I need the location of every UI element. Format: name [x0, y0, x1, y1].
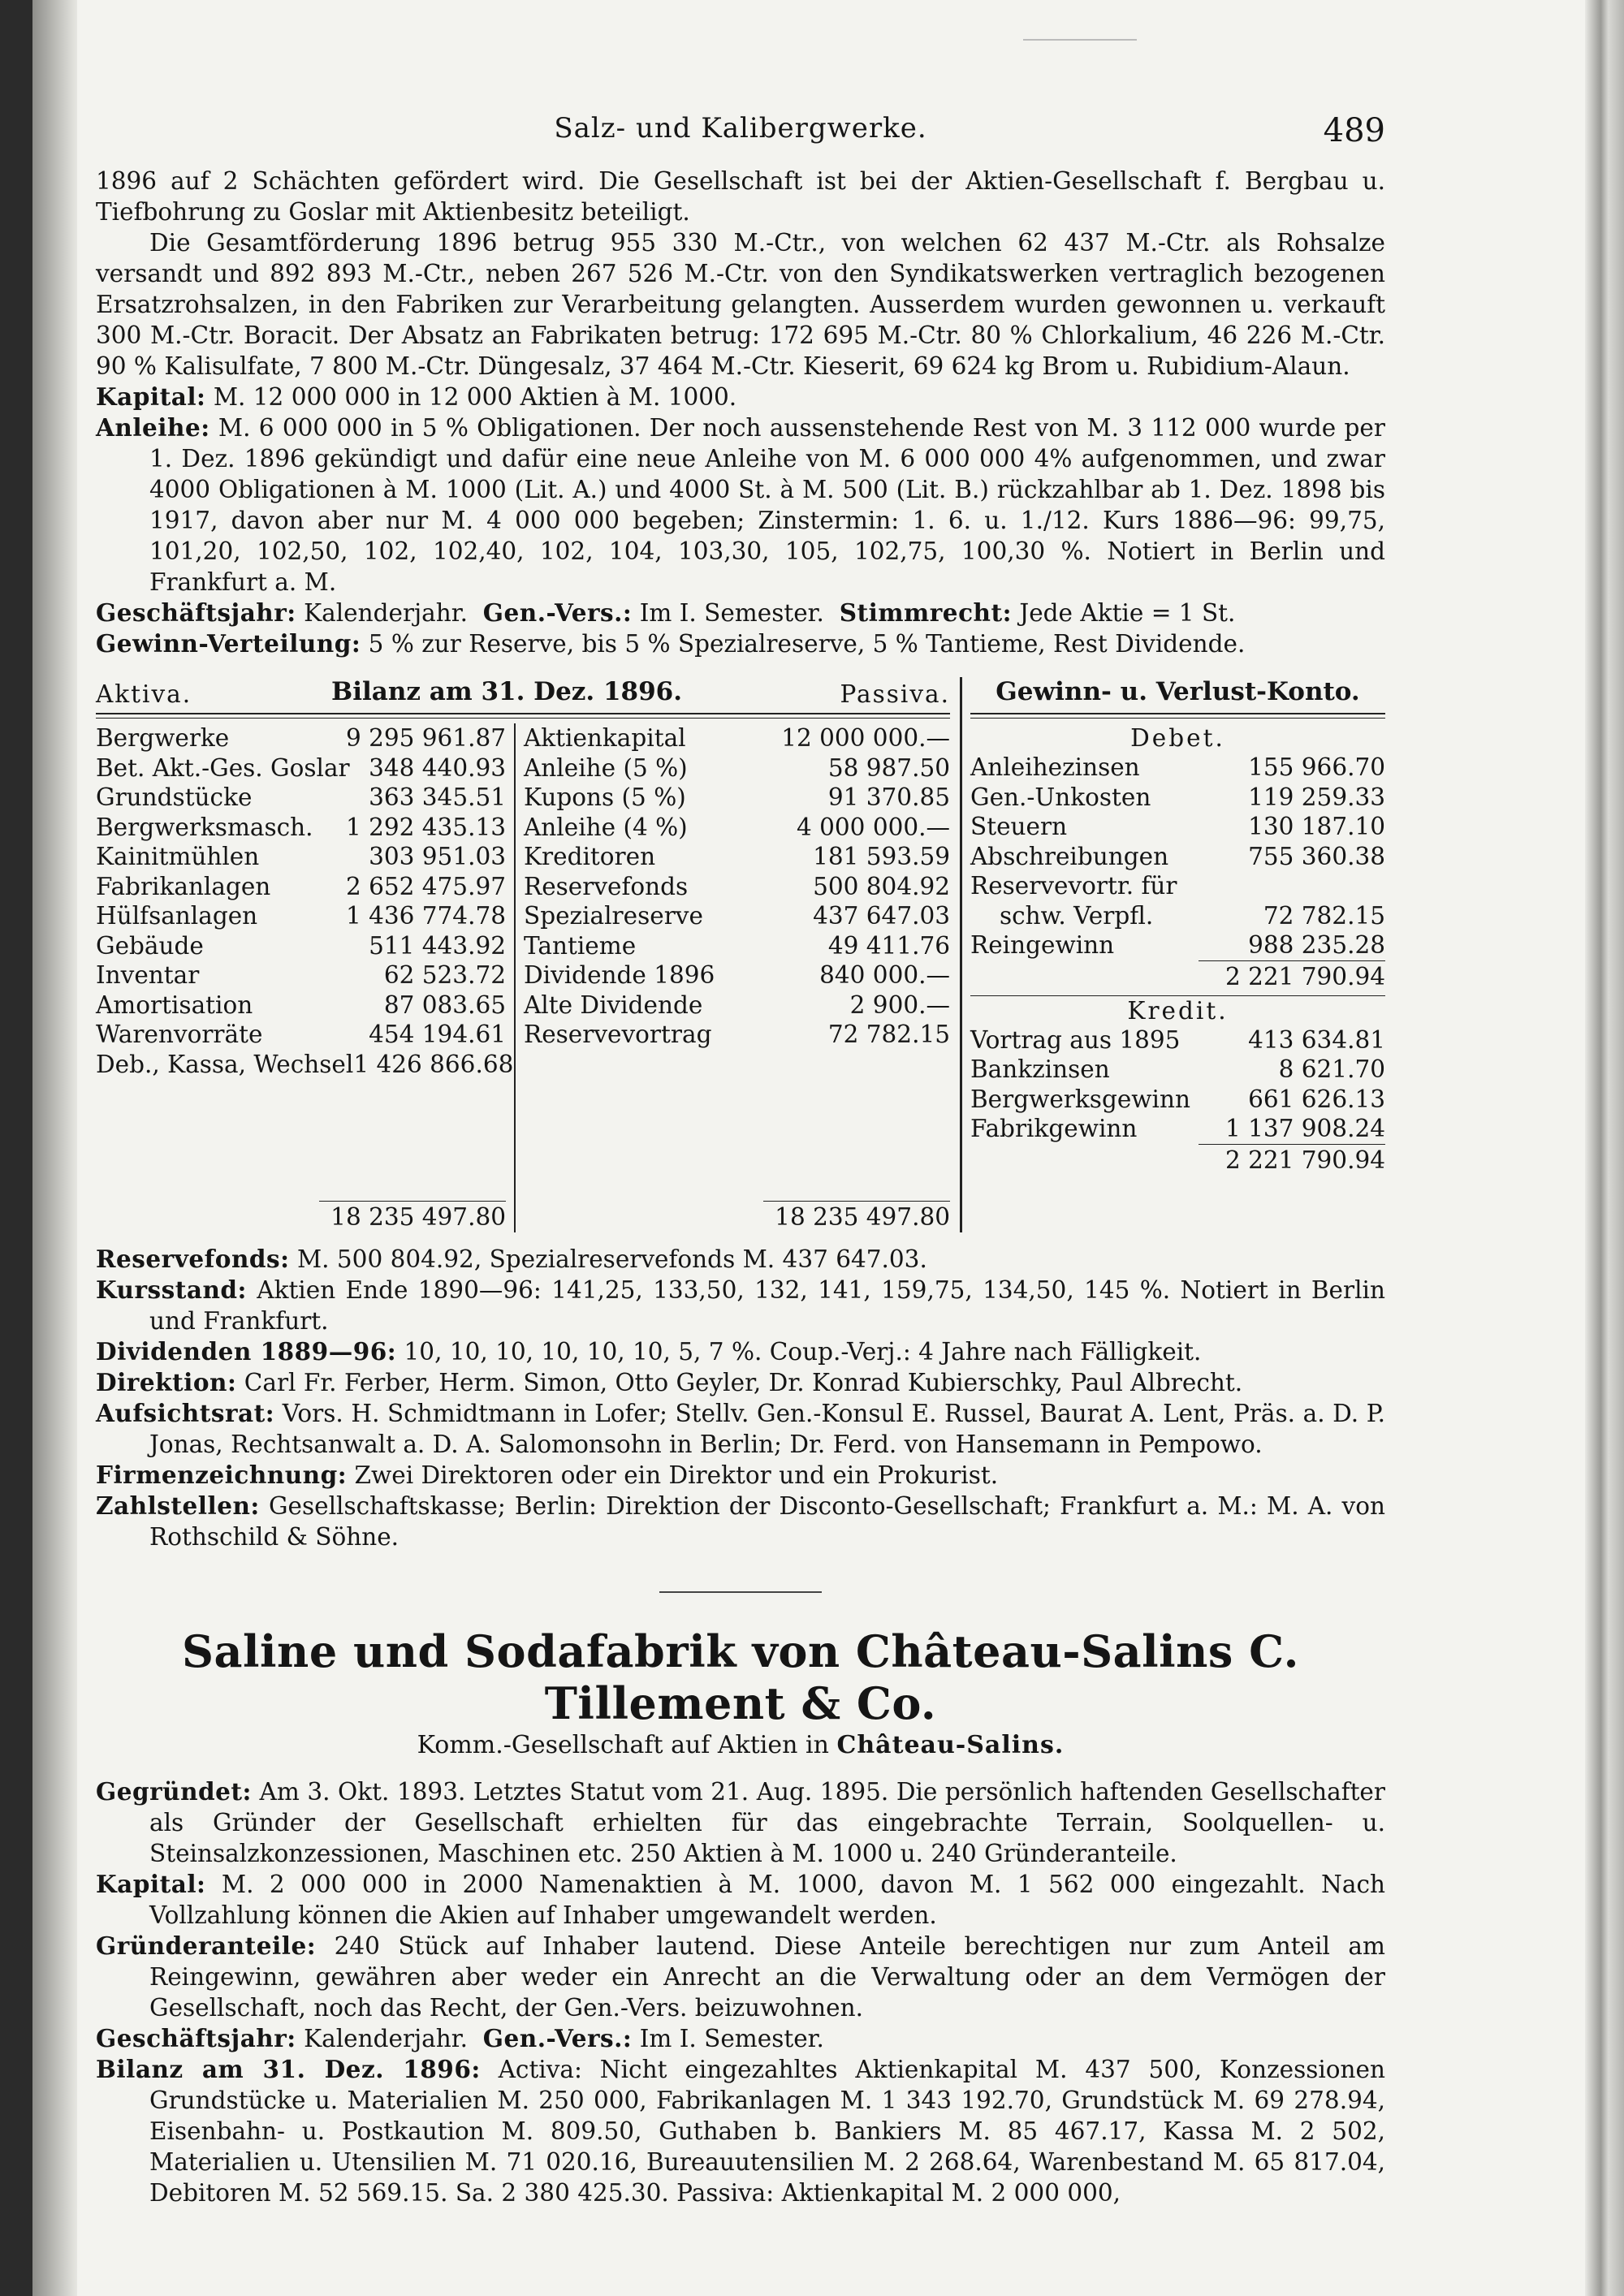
aktiva-column — [96, 723, 516, 1232]
table-row — [96, 990, 506, 1021]
kredit-label: Kredit. — [1127, 996, 1229, 1025]
row-name: Bergwerksgewinn — [970, 1085, 1190, 1113]
table-row — [524, 1020, 950, 1050]
row-name: Reingewinn — [970, 931, 1115, 959]
label-gewinn-verteilung: Gewinn-Verteilung: — [96, 629, 361, 658]
para-gruenderanteile — [96, 1931, 1385, 2023]
row-value: 755 360.38 — [1248, 842, 1385, 870]
section-kaliwerke — [96, 166, 1385, 659]
table-row — [970, 1114, 1385, 1144]
table-row — [970, 901, 1385, 931]
row-name: Reservevortrag — [524, 1021, 712, 1048]
text-geschaeftsjahr: Kalenderjahr. — [304, 599, 469, 627]
para-intro: 1896 auf 2 Schächten gefördert wird. Die Gesellschaft ist bei der Aktien-Gesellschaft f. Bergbau u. Tiefbohrung zu Goslar mit Aktienbesitz beteiligt. — [96, 167, 1385, 226]
label-gruenderanteile: Gründeranteile: — [96, 1931, 317, 1960]
table-row — [970, 753, 1385, 783]
label-dividenden: Dividenden 1889—96: — [96, 1337, 397, 1366]
row-value: 303 951.03 — [369, 843, 506, 870]
row-value: 181 593.59 — [813, 843, 950, 870]
row-value: 500 804.92 — [813, 872, 950, 900]
row-value: 72 782.15 — [827, 1021, 950, 1048]
row-name: Anleihe (4 %) — [524, 813, 688, 841]
row-value: 72 782.15 — [1263, 901, 1385, 930]
company-heading: Saline und Sodafabrik von Château-Salins C. Tillement & Co. — [182, 1625, 1299, 1729]
row-name: Dividende 1896 — [524, 961, 715, 989]
aktiva-blank-space — [96, 1079, 506, 1201]
row-value: 49 411.76 — [827, 931, 950, 960]
text-aufsichtsrat: Vors. H. Schmidtmann in Lofer; Stellv. Gen.-Konsul E. Russel, Baurat A. Lent, Präs. a. D. P. Jonas, Rechtsanwalt a. D. A. Salomonsohn in Berlin; Dr. Ferd. von Hansemann in Pempowo. — [149, 1400, 1385, 1458]
row-value: 2 652 475.97 — [345, 872, 506, 900]
para-kapital — [96, 382, 1385, 412]
para-foerderung: Die Gesamtförderung 1896 betrug 955 330 M.-Ctr., von welchen 62 437 M.-Ctr. als Rohsalze versandt und 892 893 M.-Ctr., neben 267 526 M.-Ctr. von den Syndikatswerken vertraglich bezogenen Ersatzrohsalzen, in den Fabriken zur Verarbeitung gelangten. Ausserdem wurden gewonnen u. verkauft 300 M.-Ctr. Boracit. Der Absatz an Fabrikaten betrug: 172 695 M.-Ctr. 80 % Chlorkalium, 46 226 M.-Ctr. 90 % Kalisulfate, 7 800 M.-Ctr. Düngesalz, 37 464 M.-Ctr. Kieserit, 69 624 kg Brom u. Rubidium-Alaun. — [96, 229, 1385, 380]
row-value: 12 000 000.— — [781, 724, 950, 752]
row-name: Spezialreserve — [524, 902, 703, 930]
text-stimmrecht: Jede Aktie = 1 St. — [1019, 599, 1236, 627]
company-subheading — [96, 1729, 1385, 1762]
table-row — [970, 812, 1385, 842]
row-value: 1 436 774.78 — [345, 902, 506, 930]
row-name: Reservefonds — [524, 872, 689, 900]
para-gewinn-verteilung — [96, 628, 1385, 659]
table-row — [524, 901, 950, 931]
table-row — [96, 842, 506, 872]
bilanz-header-rule — [96, 713, 950, 719]
debet-total: 2 221 790.94 — [1199, 960, 1385, 992]
row-value: 1 292 435.13 — [345, 813, 506, 841]
subheading-text: Komm.-Gesellschaft auf Aktien in — [417, 1731, 829, 1759]
scan-gutter-shadow — [32, 0, 77, 2296]
table-row — [96, 960, 506, 990]
label-aufsichtsrat: Aufsichtsrat: — [96, 1399, 275, 1427]
row-value: 988 235.28 — [1248, 931, 1385, 959]
row-name: Bergwerksmasch. — [96, 813, 313, 841]
row-name: Kreditoren — [524, 843, 656, 870]
label-geschaeftsjahr-2: Geschäftsjahr: — [96, 2024, 296, 2052]
table-row — [96, 783, 506, 813]
table-row — [96, 813, 506, 843]
row-name: Gebäude — [96, 931, 204, 960]
para-geschaeftsjahr-2 — [96, 2023, 1385, 2054]
passiva-blank-space — [524, 1050, 950, 1202]
aktiva-label: Aktiva. — [96, 680, 192, 708]
text-gen-vers-2: Im I. Semester. — [639, 2025, 824, 2052]
label-bilanz-2: Bilanz am 31. Dez. 1896: — [96, 2055, 481, 2083]
row-value: 91 370.85 — [827, 783, 950, 811]
text-kapital-2: M. 2 000 000 in 2000 Namenaktien à M. 1000, davon M. 1 562 000 eingezahlt. Nach Vollzahlung können die Akien auf Inhaber umgewandelt werden. — [149, 1871, 1385, 1929]
passiva-total-row — [524, 1201, 950, 1232]
bilanz-columns — [96, 723, 950, 1232]
para-bilanz-2 — [96, 2054, 1385, 2208]
row-name: Deb., Kassa, Wechsel — [96, 1050, 354, 1078]
text-reservefonds: M. 500 804.92, Spezialreservefonds M. 437 647.03. — [296, 1245, 927, 1273]
row-value: 437 647.03 — [813, 902, 950, 930]
aktiva-total: 18 235 497.80 — [319, 1201, 506, 1232]
row-name: Bet. Akt.-Ges. Goslar — [96, 753, 350, 782]
passiva-label: Passiva. — [840, 680, 950, 708]
row-name: Fabrikgewinn — [970, 1115, 1138, 1142]
label-reservefonds: Reservefonds: — [96, 1245, 290, 1273]
bilanz-title: Bilanz am 31. Dez. 1896. — [331, 677, 683, 706]
table-row — [970, 1025, 1385, 1055]
row-name: Reservevortr. für — [970, 872, 1177, 900]
text-bilanz-2: Activa: Nicht eingezahltes Aktienkapital M. 437 500, Konzessionen Grundstücke u. Materialien M. 250 000, Fabrikanlagen M. 1 343 192.70, Grundstück M. 69 278.94, Eisenbahn- u. Postkaution M. 809.50, Guthaben b. Bankiers M. 85 467.17, Kassa M. 2 502, Materialien u. Utensilien M. 71 020.16, Bureauutensilien M. 2 268.64, Warenbestand M. 65 817.04, Debitoren M. 52 569.15. Sa. 2 380 425.30. Passiva: Aktienkapital M. 2 000 000, — [149, 2056, 1385, 2207]
row-value: 155 966.70 — [1248, 753, 1385, 781]
row-name: Tantieme — [524, 931, 637, 960]
row-value: 1 137 908.24 — [1224, 1115, 1385, 1142]
row-name: Vortrag aus 1895 — [970, 1025, 1181, 1054]
row-value: 130 187.10 — [1248, 813, 1385, 840]
row-value: 661 626.13 — [1248, 1085, 1385, 1113]
row-name: Warenvorräte — [96, 1021, 263, 1048]
row-name: Anleihezinsen — [970, 753, 1140, 781]
row-name: Steuern — [970, 813, 1068, 840]
label-firmenzeichnung: Firmenzeichnung: — [96, 1461, 348, 1489]
aktiva-total-row — [96, 1201, 506, 1232]
text-gegruendet: Am 3. Okt. 1893. Letztes Statut vom 21. Aug. 1895. Die persönlich haftenden Gesellschafter als Gründer der Gesellschaft erhielten für das eingebrachte Terrain, Soolquellen- u. Steinsalzkonzessionen, Maschinen etc. 250 Aktien à M. 1000 u. 240 Gründeranteile. — [149, 1778, 1385, 1867]
text-zahlstellen: Gesellschaftskasse; Berlin: Direktion der Disconto-Gesellschaft; Frankfurt a. M.: M. A. von Rothschild & Söhne. — [149, 1492, 1385, 1551]
table-row — [524, 842, 950, 872]
passiva-column — [516, 723, 950, 1232]
gv-header — [970, 677, 1385, 713]
passiva-total: 18 235 497.80 — [763, 1201, 950, 1232]
row-name: Kupons (5 %) — [524, 783, 686, 811]
table-row — [524, 990, 950, 1021]
para-firmenzeichnung — [96, 1460, 1385, 1491]
table-row — [96, 1050, 514, 1080]
scan-border-right — [1585, 0, 1624, 2296]
table-row — [96, 723, 506, 753]
text-geschaeftsjahr-2: Kalenderjahr. — [304, 2025, 469, 2052]
row-name: Aktienkapital — [524, 724, 686, 752]
para-aufsichtsrat — [96, 1398, 1385, 1460]
row-value: 840 000.— — [819, 961, 950, 989]
row-value: 119 259.33 — [1248, 783, 1385, 811]
label-gen-vers-2: Gen.-Vers.: — [482, 2024, 633, 2052]
scan-border-left — [0, 0, 32, 2296]
label-zahlstellen: Zahlstellen: — [96, 1491, 260, 1520]
section-kaliwerke-details — [96, 1244, 1385, 1552]
row-name: Bergwerke — [96, 724, 230, 752]
table-row — [970, 783, 1385, 813]
row-name: Grundstücke — [96, 783, 253, 811]
table-row — [524, 872, 950, 902]
row-value: 8 621.70 — [1278, 1055, 1385, 1083]
row-name: Alte Dividende — [524, 990, 703, 1019]
row-name: Gen.-Unkosten — [970, 783, 1151, 811]
table-row — [524, 960, 950, 990]
text-firmenzeichnung: Zwei Direktoren oder ein Direktor und ein Prokurist. — [354, 1461, 999, 1489]
balance-sheet-area — [96, 677, 1385, 1232]
para-kapital-2 — [96, 1869, 1385, 1931]
gv-title: Gewinn- u. Verlust-Konto. — [996, 677, 1360, 706]
table-row — [970, 842, 1385, 872]
row-name: Anleihe (5 %) — [524, 753, 688, 782]
text-dividenden: 10, 10, 10, 10, 10, 10, 5, 7 %. Coup.-Verj.: 4 Jahre nach Fälligkeit. — [404, 1338, 1202, 1366]
aktiva-rows — [96, 723, 514, 1079]
gewinn-verlust-konto — [962, 677, 1385, 1232]
row-name: Hülfsanlagen — [96, 902, 258, 930]
row-name: schw. Verpfl. — [1000, 901, 1154, 930]
text-anleihe: M. 6 000 000 in 5 % Obligationen. Der noch aussenstehende Rest von M. 3 112 000 wurde per 1. Dez. 1896 gekündigt und dafür eine neue Anleihe von M. 6 000 000 4% aufgenommen, und zwar 4000 Obligationen à M. 1000 (Lit. A.) und 4000 St. à M. 500 (Lit. B.) rückzahlbar ab 1. Dez. 1898 bis 1917, davon aber nur M. 4 000 000 begeben; Zinstermin: 1. 6. u. 1./12. Kurs 1886—96: 99,75, 101,20, 102,50, 102, 102,40, 102, 104, 103,30, 105, 102,75, 100,30 %. Notiert in Berlin und Frankfurt a. M. — [149, 414, 1385, 596]
passiva-rows — [524, 723, 950, 1050]
table-row — [524, 813, 950, 843]
row-name: Amortisation — [96, 990, 253, 1019]
text-direktion: Carl Fr. Ferber, Herm. Simon, Otto Geyler, Dr. Konrad Kubierschky, Paul Albrecht. — [244, 1369, 1243, 1396]
table-row — [96, 1020, 506, 1050]
row-name: Inventar — [96, 961, 200, 989]
debet-total-row — [970, 960, 1385, 992]
row-name: Abschreibungen — [970, 842, 1169, 870]
running-head — [96, 106, 1385, 154]
label-gen-vers: Gen.-Vers.: — [482, 598, 633, 627]
text-gen-vers: Im I. Semester. — [639, 599, 824, 627]
row-value: 348 440.93 — [369, 753, 506, 782]
section-separator — [659, 1591, 822, 1593]
running-head-title: Salz- und Kalibergwerke. — [554, 112, 927, 145]
row-value: 87 083.65 — [383, 990, 506, 1019]
row-value: 1 426 866.68 — [353, 1050, 514, 1078]
kredit-total: 2 221 790.94 — [1199, 1144, 1385, 1176]
row-value: 4 000 000.— — [796, 813, 950, 841]
gv-header-rule — [970, 713, 1385, 719]
para-kursstand — [96, 1275, 1385, 1336]
table-row — [96, 753, 506, 783]
row-value: 454 194.61 — [369, 1021, 506, 1048]
label-kursstand: Kursstand: — [96, 1275, 247, 1304]
table-row — [970, 930, 1385, 960]
page-content — [96, 106, 1385, 2208]
table-row — [524, 723, 950, 753]
debet-rows — [970, 753, 1385, 960]
para-gegruendet — [96, 1776, 1385, 1869]
label-direktion: Direktion: — [96, 1368, 237, 1396]
section-chateau-salins — [96, 1625, 1385, 2208]
table-row — [524, 931, 950, 961]
text-gewinn-verteilung: 5 % zur Reserve, bis 5 % Spezialreserve, 5 % Tantieme, Rest Dividende. — [368, 630, 1246, 658]
table-row — [970, 1085, 1385, 1115]
page-number: 489 — [1323, 112, 1385, 149]
label-kapital: Kapital: — [96, 382, 206, 411]
debet-label: Debet. — [1130, 724, 1225, 752]
bilanz-table — [96, 677, 962, 1232]
table-row — [96, 872, 506, 902]
para-direktion — [96, 1367, 1385, 1398]
subheading-place: Château-Salins. — [836, 1731, 1065, 1759]
kredit-total-row — [970, 1144, 1385, 1176]
para-anleihe — [96, 412, 1385, 598]
row-value: 9 295 961.87 — [345, 724, 506, 752]
label-anleihe: Anleihe: — [96, 413, 210, 442]
para-zahlstellen — [96, 1491, 1385, 1552]
table-row — [524, 783, 950, 813]
row-name: Fabrikanlagen — [96, 872, 271, 900]
row-name: Bankzinsen — [970, 1055, 1110, 1083]
row-value: 363 345.51 — [369, 783, 506, 811]
kredit-rows — [970, 1025, 1385, 1144]
text-gruenderanteile: 240 Stück auf Inhaber lautend. Diese Anteile berechtigen nur zum Anteil am Reingewinn, gewähren aber weder ein Anrecht an die Verwaltung oder an dem Vermögen der Gesellschaft, noch das Recht, der Gen.-Vers. beizuwohnen. — [149, 1932, 1385, 2022]
row-value: 511 443.92 — [369, 931, 506, 960]
bilanz-header — [96, 677, 950, 713]
row-value: 62 523.72 — [383, 961, 506, 989]
table-row — [96, 901, 506, 931]
text-kapital: M. 12 000 000 in 12 000 Aktien à M. 1000. — [213, 383, 737, 411]
row-value: 2 900.— — [849, 990, 950, 1019]
table-row — [970, 871, 1385, 901]
row-value: 58 987.50 — [827, 753, 950, 782]
para-reservefonds — [96, 1244, 1385, 1275]
table-row — [970, 1055, 1385, 1085]
para-dividenden — [96, 1336, 1385, 1367]
label-gegruendet: Gegründet: — [96, 1777, 252, 1806]
label-geschaeftsjahr: Geschäftsjahr: — [96, 598, 296, 627]
row-name: Kainitmühlen — [96, 843, 260, 870]
label-stimmrecht: Stimmrecht: — [839, 598, 1012, 627]
table-row — [96, 931, 506, 961]
table-row — [524, 753, 950, 783]
scan-mark — [1023, 39, 1137, 41]
text-kursstand: Aktien Ende 1890—96: 141,25, 133,50, 132, 141, 159,75, 134,50, 145 %. Notiert in Berlin und Frankfurt. — [149, 1276, 1385, 1335]
para-geschaeftsjahr — [96, 598, 1385, 628]
row-value: 413 634.81 — [1248, 1025, 1385, 1054]
label-kapital-2: Kapital: — [96, 1870, 206, 1898]
